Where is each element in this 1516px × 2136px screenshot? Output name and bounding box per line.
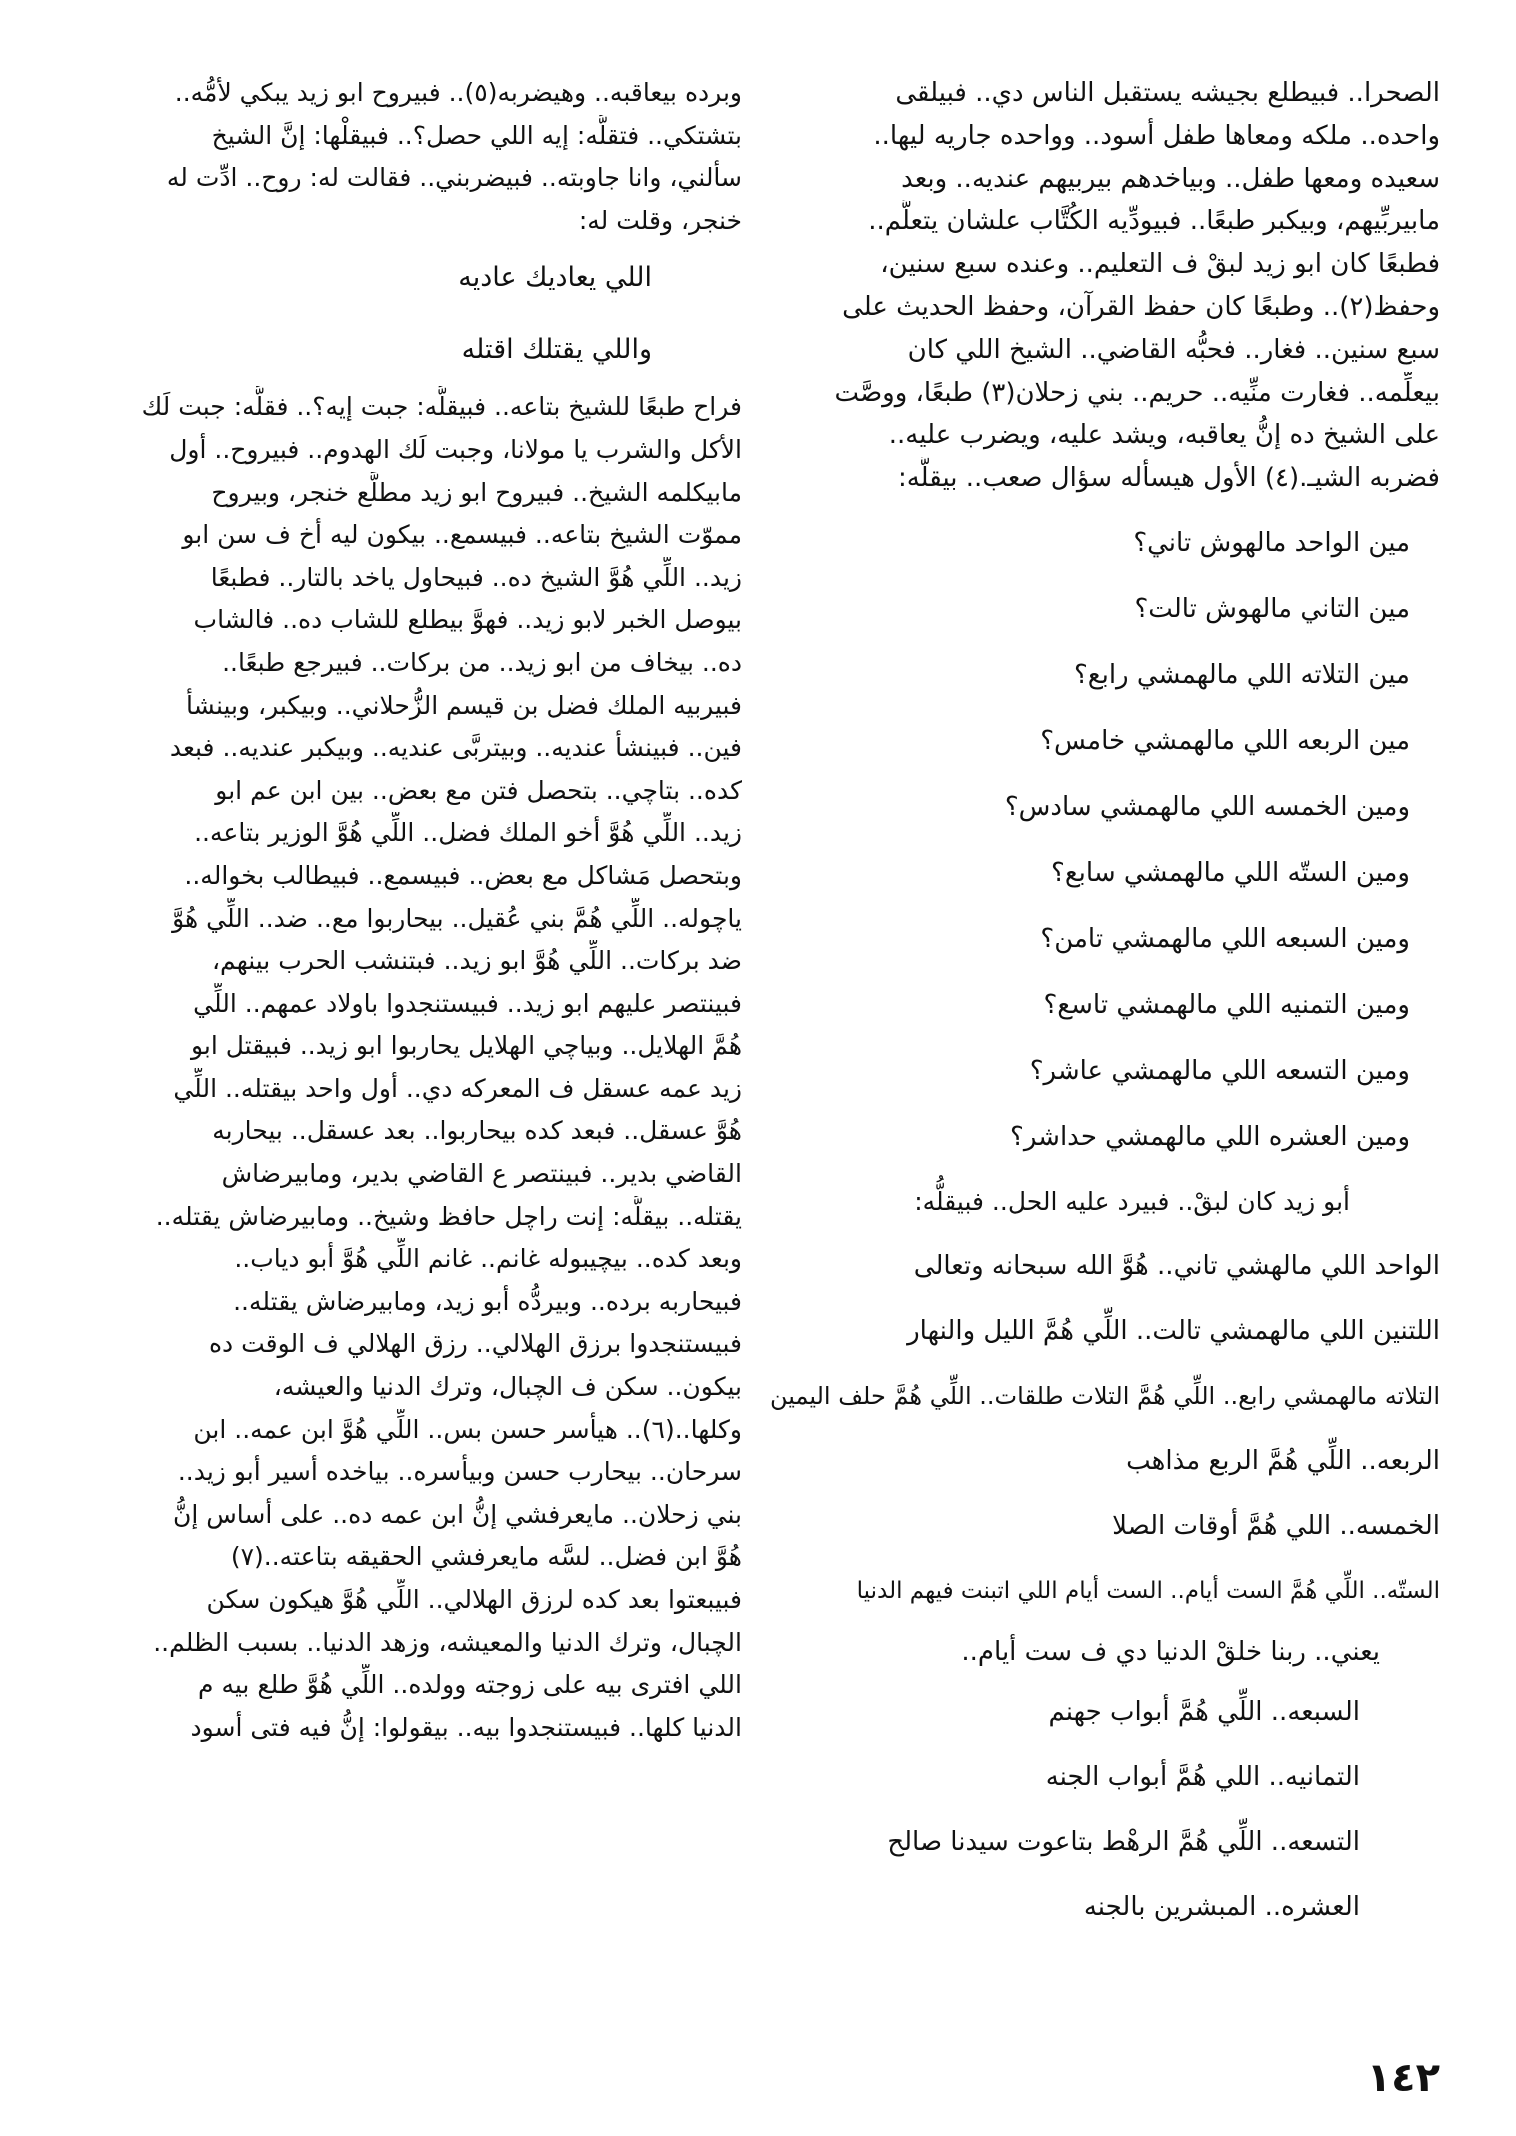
text-line: فضربه الشيـ.(٤) الأول هيسأله سؤال صعب.. بيقلُّه: (897, 463, 1440, 494)
text-line: هُوَّ ابن فضل.. لسَّه مايعرفشي الحقيقه بتاعته..(٧) (230, 1542, 742, 1572)
riddle-line: ومين السبعه اللي مالهمشي تامن؟ (1040, 923, 1410, 954)
text-line: فبيستنجدوا برزق الهلالي.. رزق الهلالي ف الوقت ده (208, 1329, 742, 1359)
text-line: فبيبعتوا بعد كده لرزق الهلالي.. اللِّي هُوَّ هيكون سكن (206, 1585, 742, 1614)
answer-line: اللتنين اللي مالهمشي تالت.. اللِّي هُمَّ الليل والنهار (907, 1315, 1440, 1346)
text-line: على الشيخ ده إنُّ يعاقبه، ويشد عليه، ويضرب عليه.. (888, 420, 1440, 451)
answer-intro: أبو زيد كان لبقْ.. فبيرد عليه الحل.. فبيقلُّه: (914, 1186, 1350, 1216)
left-prose-bottom (110, 386, 742, 1749)
text-line: واحده.. ملكه ومعاها طفل أسود.. وواحده جاريه ليها.. (873, 120, 1440, 151)
text-line: يقتله.. بيقلُّه: إنت راچل حافظ وشيخ.. ومابيرضاش يقتله.. (155, 1201, 742, 1231)
riddle-line: مين الواحد مالهوش تاني؟ (1133, 527, 1410, 558)
text-line: بيكون.. سكن ف الچبال، وترك الدنيا والعيشه، (273, 1372, 742, 1402)
text-line: مابيربِّيهم، وبيكبر طبعًا.. فبيودِّيه الكُتَّاب علشان يتعلَّم.. (868, 206, 1440, 237)
verse (110, 242, 742, 386)
text-line: فين.. فبينشأ عنديه.. وبيتربَّى عنديه.. وبيكبر عنديه.. فبعد (169, 733, 742, 763)
text-line: ضد بركات.. اللِّي هُوَّ ابو زيد.. فبتنشب الحرب بينهم، (211, 946, 742, 976)
riddle-line: مين الربعه اللي مالهمشي خامس؟ (1040, 725, 1410, 756)
riddle-line: ومين العشره اللي مالهمشي حداشر؟ (1010, 1121, 1410, 1152)
text-line: خنجر، وقلت له: (578, 205, 742, 235)
text-line: الصحرا.. فبيطلع بجيشه يستقبل الناس دي.. فبيلقى (895, 78, 1440, 108)
text-line: الچبال، وترك الدنيا والمعيشه، وزهد الدنيا.. بسبب الظلم.. (153, 1627, 742, 1657)
answer-line: التسعه.. اللِّي هُمَّ الرهْط بتاعوت سيدنا صالح (887, 1826, 1360, 1857)
answer-list (769, 1234, 1440, 1940)
text-line: وبرده بيعاقبه.. وهيضربه(٥).. فبيروح ابو زيد يبكي لأمُّه.. (174, 78, 742, 107)
answer-line: التمانيه.. اللي هُمَّ أبواب الجنه (1045, 1761, 1360, 1792)
text-line: هُوَّ عسقل.. فبعد كده بيحاربوا.. بعد عسقل.. بيحاربه (212, 1116, 742, 1146)
riddle-line: مين التلاته اللي مالهمشي رابع؟ (1073, 659, 1410, 690)
text-line: بيوصل الخبر لابو زيد.. فهوَّ بيطلع للشاب ده.. فالشاب (193, 605, 742, 635)
answer-line: الواحد اللي مالهشي تاني.. هُوَّ الله سبحانه وتعالى (913, 1250, 1440, 1281)
text-line: وكلها..(٦).. هيأسر حسن بس.. اللِّي هُوَّ ابن عمه.. ابن (193, 1414, 742, 1444)
text-line: وحفظ(٢).. وطبعًا كان حفظ القرآن، وحفظ الحديث على (842, 291, 1440, 322)
answer-line: الربعه.. اللِّي هُمَّ الربع مذاهب (1126, 1445, 1440, 1476)
text-line: مابيكلمه الشيخ.. فبيروح ابو زيد مطلَّع خنجر، وبيروح (211, 477, 742, 507)
verse-line: اللي يعاديك عاديه (458, 262, 652, 294)
text-line: بني زحلان.. مايعرفشي إنُّ ابن عمه ده.. على أساس إنُّ (173, 1499, 742, 1529)
riddle-line: ومين الخمسه اللي مالهمشي سادس؟ (1004, 791, 1410, 822)
riddle-line: ومين التسعه اللي مالهمشي عاشر؟ (1029, 1055, 1410, 1086)
text-line: فبيحاربه برده.. وبيردُّه أبو زيد، ومابيرضاش يقتله.. (233, 1286, 742, 1316)
text-line: زيد.. اللِّي هُوَّ الشيخ ده.. فبيحاول ياخد بالتار.. فطبعًا (210, 562, 742, 592)
text-line: ياچوله.. اللِّي هُمَّ بني عُقيل.. بيحاربوا مع.. ضد.. اللِّي هُوَّ (172, 903, 742, 933)
text-line: اللي افترى بيه على زوجته وولده.. اللِّي هُوَّ طلع بيه م (198, 1670, 742, 1700)
left-prose-top (110, 72, 742, 242)
text-line: هُمَّ الهلايل.. وبياچي الهلايل يحاربوا ابو زيد.. فبيقتل ابو (190, 1031, 742, 1061)
riddle-list (788, 510, 1440, 1170)
text-line: القاضي بدير.. فبينتصر ع القاضي بدير، ومابيرضاش (221, 1159, 742, 1189)
text-line: فبيربيه الملك فضل بن قيسم الزُّحلاني.. وبيكبر، وبينشأ (186, 690, 742, 720)
riddle-line: مين التاني مالهوش تالت؟ (1134, 593, 1410, 624)
text-line: مموّت الشيخ بتاعه.. فبيسمع.. بيكون ليه أخ ف سن ابو (182, 520, 742, 550)
riddle-line: ومين الستّه اللي مالهمشي سابع؟ (1051, 857, 1410, 888)
answer-line: التلاته مالهمشي رابع.. اللِّي هُمَّ التلات طلقات.. اللِّي هُمَّ حلف اليمين (769, 1381, 1440, 1410)
text-line: بتشتكي.. فتقلُّه: إيه اللي حصل؟.. فبيقلْها: إنَّ الشيخ (211, 120, 742, 150)
text-line: وبعد كده.. بيچيبوله غانم.. غانم اللِّي هُوَّ أبو دياب.. (234, 1244, 742, 1274)
answer-line: الخمسه.. اللي هُمَّ أوقات الصلا (1112, 1510, 1440, 1541)
answer-line: يعني.. ربنا خلقْ الدنيا دي ف ست أيام.. (961, 1636, 1380, 1667)
text-line: الدنيا كلها.. فبيستنجدوا بيه.. بيقولوا: إنُّ فيه فتى أسود (190, 1712, 742, 1742)
riddle-line: ومين التمنيه اللي مالهمشي تاسع؟ (1043, 989, 1410, 1020)
text-line: بيعلِّمه.. فغارت منِّيه.. حريم.. بني زحلان(٣) طبعًا، ووصَّت (834, 377, 1440, 408)
text-line: فراح طبعًا للشيخ بتاعه.. فبيقلُّه: جبت إيه؟.. فقلُّه: جبت لَك (141, 392, 742, 422)
right-column (769, 72, 1440, 1940)
text-line: ده.. بيخاف من ابو زيد.. من بركات.. فبيرجع طبعًا.. (222, 647, 742, 677)
left-column (110, 72, 742, 1749)
text-line: فبينتصر عليهم ابو زيد.. فبيستنجدوا باولاد عمهم.. اللِّي (193, 988, 742, 1018)
text-line: زيد عمه عسقل ف المعركه دي.. أول واحد بيقتله.. اللِّي (173, 1073, 742, 1103)
answer-line: السبعه.. اللِّي هُمَّ أبواب جهنم (1048, 1696, 1360, 1727)
page-number: ١٤٢ (1366, 2055, 1440, 2101)
text-line: فطبعًا كان ابو زيد لبقْ ف التعليم.. وعنده سبع سنين، (880, 249, 1440, 280)
right-prose (788, 72, 1440, 500)
text-line: سألني، وانا جاوبته.. فبيضربني.. فقالت له: روح.. ادِّت له (166, 163, 742, 193)
text-line: سرحان.. بيحارب حسن وبيأسره.. بياخده أسير أبو زيد.. (177, 1457, 742, 1487)
text-line: وبتحصل مَشاكل مع بعض.. فبيسمع.. فبيطالب بخواله.. (184, 860, 742, 890)
answer-line: الستّه.. اللِّي هُمَّ الست أيام.. الست أيام اللي اتبنت فيهم الدنيا (856, 1577, 1440, 1604)
text-line: الأكل والشرب يا مولانا، وجبت لَك الهدوم.. فبيروح.. أول (169, 434, 742, 464)
answer-line: العشره.. المبشرين بالجنه (1083, 1891, 1360, 1922)
text-line: سعيده ومعها طفل.. وبياخدهم بيربيهم عنديه.. وبعد (901, 163, 1440, 194)
text-line: كده.. بتاچي.. بتحصل فتن مع بعض.. بين ابن عم ابو (215, 775, 742, 805)
text-line: سبع سنين.. فغار.. فحبُّه القاضي.. الشيخ اللي كان (907, 334, 1440, 365)
text-line: زيد.. اللِّي هُوَّ أخو الملك فضل.. اللِّي هُوَّ الوزير بتاعه.. (194, 818, 742, 848)
verse-line: واللي يقتلك اقتله (461, 334, 652, 366)
